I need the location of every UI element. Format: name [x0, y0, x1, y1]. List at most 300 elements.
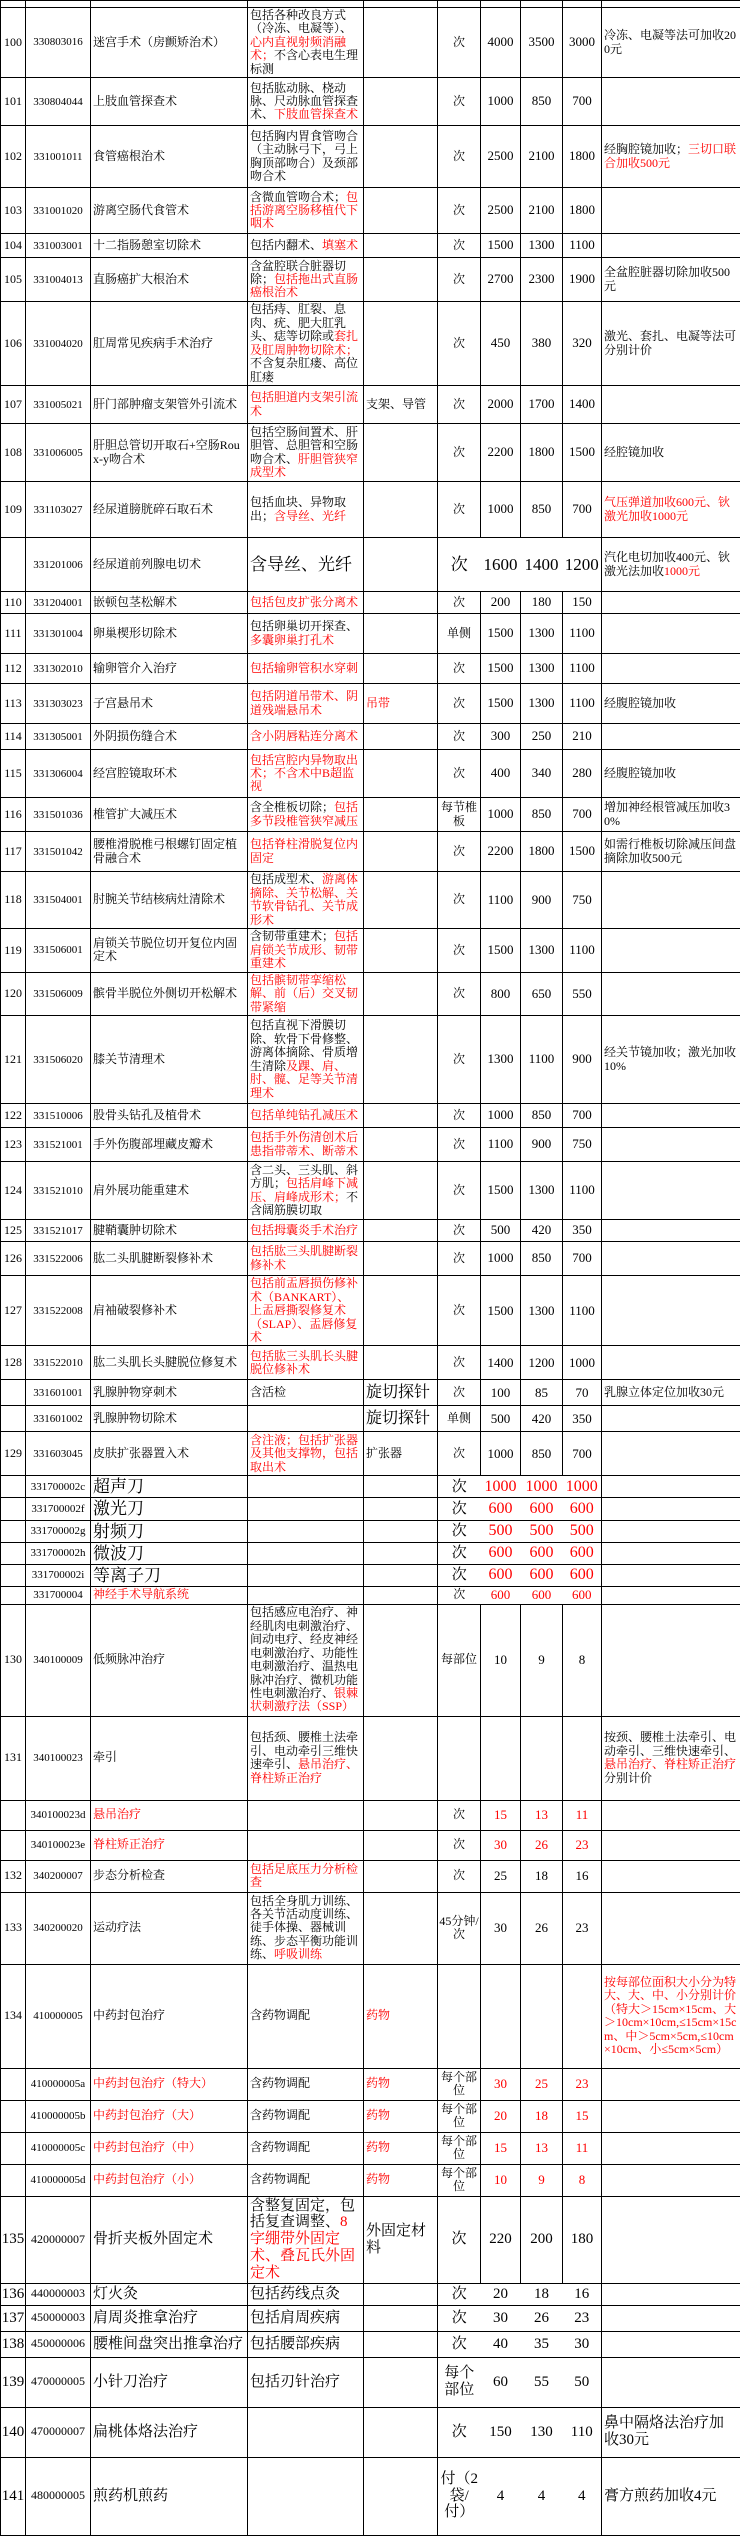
- cell-extra: [364, 1716, 438, 1800]
- cell-price-2: [521, 872, 563, 929]
- text: 经腹腔镜加收: [604, 696, 676, 710]
- cell-extra: [364, 1276, 438, 1346]
- text: 次: [453, 1837, 465, 1851]
- cell-price-3: [563, 126, 602, 188]
- cell-price-2: [521, 798, 563, 832]
- cell-note: [602, 1476, 740, 1498]
- highlighted-text: 中药封包治疗（大）: [93, 2108, 201, 2122]
- cell-price-2: [521, 234, 563, 258]
- cell-desc: [248, 1716, 364, 1800]
- text: 900: [532, 1136, 552, 1151]
- text: 等离子刀: [93, 1566, 161, 1585]
- cell-price-3: [563, 1346, 602, 1380]
- text: 次: [453, 272, 465, 286]
- cell-unit: [438, 1800, 481, 1830]
- cell-name: [91, 78, 248, 126]
- cell-price-1: [481, 798, 521, 832]
- cell-num: [1, 8, 26, 78]
- cell-price-1: [481, 258, 521, 302]
- text: 132: [4, 1868, 22, 1882]
- cell-price-3: [563, 2457, 602, 2535]
- text: 次: [453, 35, 465, 49]
- cell-note: [602, 1586, 740, 1604]
- text: 1400: [525, 555, 559, 574]
- cell-name: [91, 2457, 248, 2535]
- cell-unit: [438, 2457, 481, 2535]
- text: 包括感应电治疗、神经肌肉电刺激治疗、间动电疗、经皮神经电刺激治疗、功能性电刺激治疗、温热电脉冲治疗、微机功能性电刺激治疗、: [250, 1605, 358, 1700]
- table-row: [1, 2164, 740, 2196]
- table-row: [1, 1432, 740, 1476]
- highlighted-text: 包括阴道吊带术、阴道残端悬吊术: [250, 689, 358, 716]
- text: 10: [494, 1652, 507, 1667]
- cell-name: [91, 654, 248, 684]
- highlighted-text: 呼吸训练: [274, 1947, 322, 1961]
- text: 1100: [569, 942, 595, 957]
- cell-price-2: [521, 2331, 563, 2357]
- text: 420: [532, 1222, 552, 1237]
- cell-desc: [248, 1860, 364, 1892]
- text: 包括腰部疾病: [250, 2336, 340, 2352]
- cell-unit: [438, 1476, 481, 1498]
- cell-unit: [438, 1380, 481, 1406]
- cell-price-3: [563, 798, 602, 832]
- cell-num: [1, 654, 26, 684]
- cell-note: [602, 872, 740, 929]
- cell-desc: [248, 2457, 364, 2535]
- text: 331003001: [33, 240, 83, 252]
- text: 2200: [488, 843, 514, 858]
- cell-num: [1, 424, 26, 482]
- text: 外阴损伤缝合术: [93, 729, 177, 743]
- cell-desc: [248, 1586, 364, 1604]
- cell-num: [1, 1860, 26, 1892]
- cell-code: [26, 1276, 91, 1346]
- cell-num: [1, 2100, 26, 2132]
- cell-unit: [438, 2283, 481, 2305]
- text: 次: [453, 1052, 465, 1066]
- cell-name: [91, 832, 248, 872]
- text: 次: [453, 502, 465, 516]
- cell-note: [602, 1716, 740, 1800]
- text: 150: [572, 594, 592, 609]
- cell-unit: [438, 928, 481, 972]
- cell-price-1: [481, 1586, 521, 1604]
- cell-extra: [364, 684, 438, 724]
- text: 220: [489, 2231, 512, 2247]
- cell-price-2: [521, 654, 563, 684]
- cell-price-2: [521, 1498, 563, 1520]
- text: 1300: [529, 237, 555, 252]
- text: 130: [530, 2424, 553, 2440]
- text: 激光刀: [93, 1499, 144, 1518]
- text: 支架、导管: [366, 397, 426, 411]
- cell-code: [26, 8, 91, 78]
- cell-code: [26, 482, 91, 538]
- text: 1300: [529, 625, 555, 640]
- text: 1300: [529, 660, 555, 675]
- cell-price-1: [481, 2100, 521, 2132]
- text: 340100023e: [31, 1839, 85, 1851]
- text: 次: [453, 1355, 465, 1369]
- cell-unit: [438, 1604, 481, 1716]
- cell-price-3: [563, 1162, 602, 1220]
- cell-price-2: [521, 2407, 563, 2457]
- cell-price-3: [563, 1476, 602, 1498]
- cell-code: [26, 592, 91, 614]
- text: 180: [532, 594, 552, 609]
- cell-extra: [364, 798, 438, 832]
- cell-note: [602, 1860, 740, 1892]
- cell-price-1: [481, 872, 521, 929]
- cell-unit: [438, 2407, 481, 2457]
- cell-desc: [248, 1276, 364, 1346]
- cell-extra: [364, 1406, 438, 1432]
- cell-code: [26, 684, 91, 724]
- text: 26: [534, 2310, 549, 2326]
- text: 次: [453, 729, 465, 743]
- cell-num: [1, 234, 26, 258]
- cell-code: [26, 2305, 91, 2331]
- table-row: [1, 1104, 740, 1128]
- cell-code: [26, 1432, 91, 1476]
- cell-extra: [364, 1432, 438, 1476]
- text: 2100: [529, 148, 555, 163]
- highlighted-text: 11: [576, 2140, 589, 2155]
- text: 121: [4, 1052, 22, 1066]
- text: 16: [576, 1868, 589, 1883]
- text: 45分钟/次: [439, 1914, 478, 1941]
- text: 次: [453, 1137, 465, 1151]
- text: 次: [453, 238, 465, 252]
- table-row: [1, 424, 740, 482]
- cell-name: [91, 1162, 248, 1220]
- cell-price-1: [481, 1498, 521, 1520]
- text: 超声刀: [93, 1477, 144, 1496]
- text: 付（2袋/付）: [440, 2471, 478, 2521]
- cell-code: [26, 614, 91, 654]
- cell-price-2: [521, 592, 563, 614]
- highlighted-text: 600: [530, 1500, 554, 1517]
- cell-unit: [438, 126, 481, 188]
- cell-price-3: [563, 2305, 602, 2331]
- cell-code: [26, 1104, 91, 1128]
- text: 30: [494, 1920, 507, 1935]
- cell-name: [91, 1432, 248, 1476]
- cell-num: [1, 1276, 26, 1346]
- cell-price-1: [481, 538, 521, 592]
- text: 次: [453, 203, 465, 217]
- highlighted-text: 600: [489, 1566, 513, 1583]
- cell-desc: [248, 2407, 364, 2457]
- cell-price-1: [481, 592, 521, 614]
- cell-note: [602, 1604, 740, 1716]
- text: 331006005: [33, 447, 83, 459]
- cell-extra: [364, 1104, 438, 1128]
- cell-desc: [248, 1498, 364, 1520]
- cell-desc: [248, 8, 364, 78]
- cell-note: [602, 1406, 740, 1432]
- text: 2200: [488, 444, 514, 459]
- highlighted-text: 13: [535, 2140, 548, 2155]
- cell-price-1: [481, 78, 521, 126]
- cell-unit: [438, 258, 481, 302]
- table-row: [1, 1586, 740, 1604]
- text: 106: [4, 336, 22, 350]
- text: 腱鞘囊肿切除术: [93, 1223, 177, 1237]
- cell-desc: [248, 684, 364, 724]
- text: 331522008: [33, 1305, 83, 1317]
- cell-extra: [364, 126, 438, 188]
- table-row: [1, 2100, 740, 2132]
- text: 次: [453, 445, 465, 459]
- text: 不含心表电生理标测: [250, 48, 358, 75]
- cell-extra: [364, 1242, 438, 1276]
- highlighted-text: 包括肱三头肌腱断裂修补术: [250, 1244, 358, 1271]
- cell-name: [91, 1830, 248, 1860]
- text: 1500: [488, 660, 514, 675]
- text: 1800: [569, 148, 595, 163]
- cell-desc: [248, 2068, 364, 2100]
- text: 次: [453, 94, 465, 108]
- cell-name: [91, 1476, 248, 1498]
- cell-price-1: [481, 1716, 521, 1800]
- text: 次: [453, 149, 465, 163]
- text: 卵巢楔形切除术: [93, 626, 177, 640]
- text: 包括卵巢切开探查、: [250, 619, 358, 633]
- cell-price-1: [481, 386, 521, 424]
- cell-name: [91, 972, 248, 1015]
- cell-num: [1, 1220, 26, 1242]
- cell-num: [1, 1380, 26, 1406]
- cell-unit: [438, 1128, 481, 1162]
- cell-num: [1, 832, 26, 872]
- text: 含全椎板切除；: [250, 800, 334, 814]
- cell-desc: [248, 386, 364, 424]
- cell-desc: [248, 1964, 364, 2068]
- cell-note: [602, 1498, 740, 1520]
- cell-price-2: [521, 1406, 563, 1432]
- cell-price-2: [521, 2100, 563, 2132]
- table-row: [1, 1406, 740, 1432]
- text: 112: [4, 661, 22, 675]
- text: 含微血管吻合术；: [250, 190, 346, 204]
- cell-code: [26, 872, 91, 929]
- highlighted-text: 含注液；包括扩张器及其他支撑物，包括取出术: [250, 1433, 358, 1474]
- cell-price-3: [563, 872, 602, 929]
- table-row: [1, 302, 740, 386]
- text: 1300: [529, 942, 555, 957]
- cell-desc: [248, 1346, 364, 1380]
- text: 200: [491, 594, 511, 609]
- text: 700: [572, 1107, 592, 1122]
- text: 每个部位: [441, 2102, 477, 2129]
- cell-price-2: [521, 2305, 563, 2331]
- cell-price-3: [563, 832, 602, 872]
- table-row: [1, 1016, 740, 1104]
- text: 包括空肠间置术、肝胆管、总胆管和空肠吻合术、: [250, 425, 358, 466]
- cell-unit: [438, 2132, 481, 2164]
- cell-desc: [248, 2164, 364, 2196]
- text: 331522006: [33, 1253, 83, 1265]
- cell-price-3: [563, 1716, 602, 1800]
- text: 1300: [488, 1051, 514, 1066]
- text: 100: [4, 35, 22, 49]
- cell-price-3: [563, 1964, 602, 2068]
- cell-desc: [248, 928, 364, 972]
- text: 含整复固定，包括复查调整、: [250, 2198, 355, 2231]
- text: 850: [532, 1446, 552, 1461]
- text: 331603045: [33, 1448, 83, 1460]
- highlighted-text: 中药封包治疗（中）: [93, 2140, 201, 2154]
- highlighted-text: 心内直视射频消融术；: [250, 35, 346, 62]
- cell-note: [602, 1830, 740, 1860]
- cell-note: [602, 2331, 740, 2357]
- text: 55: [534, 2374, 549, 2390]
- cell-name: [91, 234, 248, 258]
- cell-price-2: [521, 1476, 563, 1498]
- cell-num: [1, 2407, 26, 2457]
- highlighted-text: 600: [532, 1587, 552, 1602]
- text: 含导丝、光纤: [250, 555, 352, 574]
- cell-code: [26, 126, 91, 188]
- cell-price-2: [521, 1128, 563, 1162]
- table-row: [1, 1892, 740, 1964]
- cell-price-2: [521, 1564, 563, 1586]
- cell-price-2: [521, 386, 563, 424]
- cell-note: [602, 258, 740, 302]
- text: 食管癌根治术: [93, 149, 165, 163]
- text: 次: [452, 1501, 467, 1517]
- table-row: [1, 1716, 740, 1800]
- cell-desc: [248, 302, 364, 386]
- text: 331506020: [33, 1054, 83, 1066]
- cell-price-2: [521, 482, 563, 538]
- text: 输卵管介入治疗: [93, 661, 177, 675]
- highlighted-text: 18: [535, 2108, 548, 2123]
- text: 340200020: [33, 1922, 83, 1934]
- text: 331001011: [33, 151, 82, 163]
- cell-note: [602, 928, 740, 972]
- text: 20: [493, 2286, 508, 2302]
- cell-unit: [438, 2068, 481, 2100]
- text: 331700002h: [31, 1547, 86, 1559]
- cell-num: [1, 1104, 26, 1128]
- cell-num: [1, 2305, 26, 2331]
- cell-price-2: [521, 1800, 563, 1830]
- table-row: [1, 1800, 740, 1830]
- cell-price-2: [521, 1830, 563, 1860]
- cell-note: [602, 1242, 740, 1276]
- cell-code: [26, 2283, 91, 2305]
- text: 肩周炎推拿治疗: [93, 2310, 198, 2326]
- text: 140: [2, 2424, 25, 2440]
- cell-price-3: [563, 2100, 602, 2132]
- cell-price-1: [481, 750, 521, 798]
- text: 130: [4, 1652, 22, 1666]
- cell-num: [1, 78, 26, 126]
- highlighted-text: 包括肩锁关节成形、韧带重建术: [250, 929, 358, 970]
- text: 410000005a: [31, 2078, 85, 2090]
- cell-price-3: [563, 1016, 602, 1104]
- cell-name: [91, 724, 248, 750]
- cell-num: [1, 386, 26, 424]
- text: 331306004: [33, 768, 83, 780]
- text: 次: [452, 1567, 467, 1583]
- cell-extra: [364, 2100, 438, 2132]
- cell-price-2: [521, 1276, 563, 1346]
- cell-price-2: [521, 2164, 563, 2196]
- text: 750: [572, 1136, 592, 1151]
- text: 331510006: [33, 1110, 83, 1122]
- cell-num: [1, 750, 26, 798]
- text: 900: [532, 892, 552, 907]
- text: 109: [4, 502, 22, 516]
- text: 次: [453, 943, 465, 957]
- text: 331521001: [33, 1139, 83, 1151]
- text: 350: [572, 1411, 592, 1426]
- cell-name: [91, 2132, 248, 2164]
- table-row: [1, 1162, 740, 1220]
- cell-price-2: [521, 1586, 563, 1604]
- cell-price-2: [521, 258, 563, 302]
- cell-code: [26, 1604, 91, 1716]
- text: 扁桃体烙法治疗: [93, 2424, 198, 2440]
- text: 103: [4, 203, 22, 217]
- text: 650: [532, 986, 552, 1001]
- text: 480000005: [31, 2488, 85, 2502]
- cell-num: [1, 872, 26, 929]
- cell-name: [91, 424, 248, 482]
- text: 101: [4, 94, 22, 108]
- cell-price-3: [563, 614, 602, 654]
- text: 1700: [529, 396, 555, 411]
- cell-note: [602, 538, 740, 592]
- cell-extra: [364, 1860, 438, 1892]
- text: 200: [530, 2231, 553, 2247]
- text: 含韧带重建术；: [250, 929, 334, 943]
- cell-price-1: [481, 832, 521, 872]
- cell-extra: [364, 2407, 438, 2457]
- cell-extra: [364, 1604, 438, 1716]
- text: 次: [453, 595, 465, 609]
- text: 每个部位: [441, 2134, 477, 2161]
- cell-price-3: [563, 1242, 602, 1276]
- cell-price-1: [481, 2357, 521, 2407]
- highlighted-text: 包括输卵管积水穿刺: [250, 661, 358, 675]
- cell-code: [26, 1586, 91, 1604]
- cell-name: [91, 1276, 248, 1346]
- highlighted-text: 600: [489, 1544, 513, 1561]
- cell-num: [1, 1964, 26, 2068]
- highlighted-text: 11: [576, 1807, 589, 1822]
- table-row: [1, 798, 740, 832]
- text: 腰椎间盘突出推拿治疗: [93, 2336, 243, 2352]
- cell-code: [26, 1346, 91, 1380]
- cell-price-2: [521, 1542, 563, 1564]
- cell-price-1: [481, 1476, 521, 1498]
- text: 450: [491, 335, 511, 350]
- highlighted-text: 23: [576, 1837, 589, 1852]
- cell-extra: [364, 592, 438, 614]
- cell-price-1: [481, 302, 521, 386]
- highlighted-text: 包括宫腔内异物取出术；不含术中B超监视: [250, 753, 358, 794]
- text: 1100: [569, 1303, 595, 1318]
- cell-desc: [248, 1520, 364, 1542]
- table-row: [1, 1220, 740, 1242]
- cell-name: [91, 126, 248, 188]
- text: 分别计价: [604, 1771, 652, 1785]
- highlighted-text: 含导丝、光纤: [274, 509, 346, 523]
